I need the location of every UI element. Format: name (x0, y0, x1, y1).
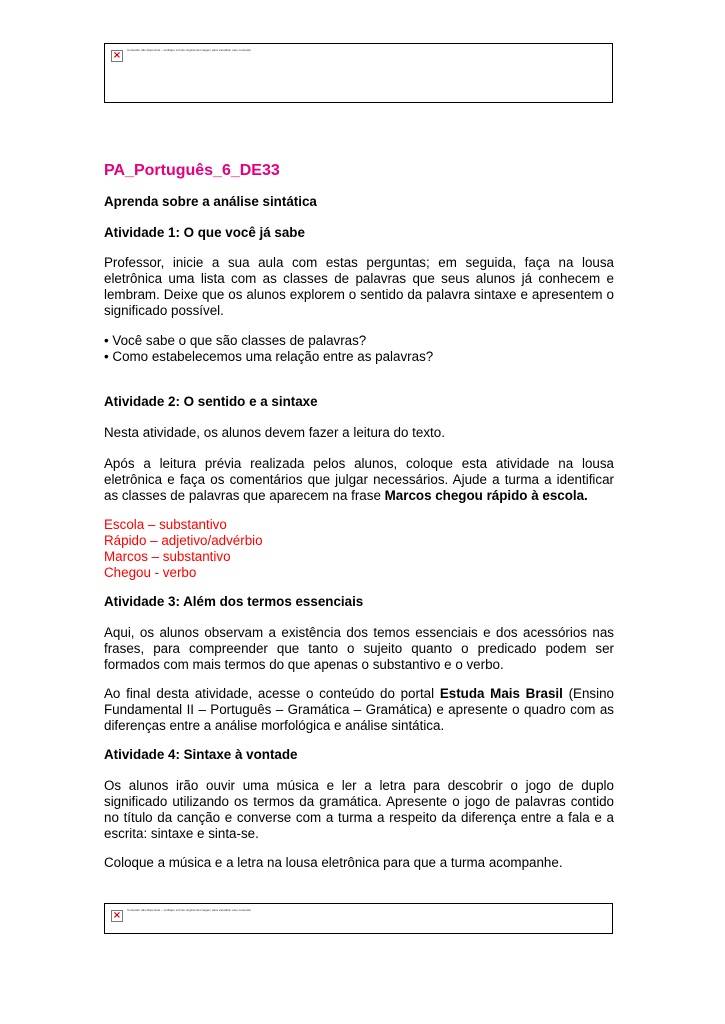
activity-4-paragraph-2: Coloque a música e a letra na lousa eletrônica para que a turma acompanhe. (104, 855, 563, 870)
activity-2-paragraph-1: Nesta atividade, os alunos devem fazer a leitura do texto. (104, 425, 445, 440)
activity-4-heading: Atividade 4: Sintaxe à vontade (104, 747, 298, 762)
answer-item: Marcos – substantivo (104, 549, 231, 564)
answer-item: Escola – substantivo (104, 517, 227, 532)
activity-2-paragraph-2 (104, 456, 614, 504)
page-title: PA_Português_6_DE33 (104, 162, 280, 179)
example-sentence: Marcos chegou rápido à escola. (384, 488, 588, 503)
broken-image-icon: × (112, 50, 122, 61)
answer-list (104, 517, 614, 581)
activity-4-paragraph-1: Os alunos irão ouvir uma música e ler a letra para descobrir o jogo de duplo significado utilizando os termos da gramática. Apresente o jogo de palavras contido no título da canção e converse com a turma a respeito da diferença entre a fala e a escrita: sintaxe e sinta-se. (104, 778, 614, 841)
header-image-frame (104, 43, 613, 103)
subtitle: Aprenda sobre a análise sintática (104, 194, 317, 209)
portal-name: Estuda Mais Brasil (439, 686, 563, 701)
paragraph-text: Após a leitura prévia realizada pelos alunos, coloque esta atividade na lousa eletrônica e faça os comentários que julgar necessários. Ajude a turma a identificar as classes de palavras que aparecem na frase (104, 456, 614, 503)
paragraph-text: (Ensino Fundamental II – Português – Gramática – Gramática) e apresente o quadro com as diferenças entre a análise morfológica e análise sintática. (104, 686, 614, 733)
footer-image-frame (104, 903, 613, 934)
activity-3-heading: Atividade 3: Além dos termos essenciais (104, 594, 364, 609)
activity-1-heading: Atividade 1: O que você já sabe (104, 225, 305, 240)
activity-3-paragraph-1: Aqui, os alunos observam a existência dos temos essenciais e dos acessórios nas frases, para compreender que tanto o sujeito quanto o predicado podem ser formados com mais termos do que apenas o substantivo e o verbo. (104, 625, 614, 672)
answer-item: Rápido – adjetivo/advérbio (104, 533, 263, 548)
question-item: • Como estabelecemos uma relação entre as palavras? (104, 349, 434, 364)
activity-1-questions (104, 333, 614, 365)
activity-2-heading: Atividade 2: O sentido e a sintaxe (104, 394, 318, 409)
header-image-caption: Conteúdo não disponível – verifique a fonte original da imagem para visualizar este conteúdo (127, 48, 251, 52)
answer-item: Chegou - verbo (104, 565, 197, 580)
footer-image-caption: Conteúdo não disponível – verifique a fonte original da imagem para visualizar este conteúdo (127, 908, 251, 912)
broken-image-icon: × (112, 910, 122, 921)
activity-1-paragraph: Professor, inicie a sua aula com estas perguntas; em seguida, faça na lousa eletrônica uma lista com as classes de palavras que seus alunos já conhecem e lembram. Deixe que os alunos explorem o sentido da palavra sintaxe e apresentem o significado possível. (104, 255, 614, 318)
activity-3-paragraph-2 (104, 686, 614, 734)
question-item: • Você sabe o que são classes de palavras? (104, 333, 367, 348)
paragraph-text: Ao final desta atividade, acesse o conteúdo do portal (104, 686, 440, 701)
